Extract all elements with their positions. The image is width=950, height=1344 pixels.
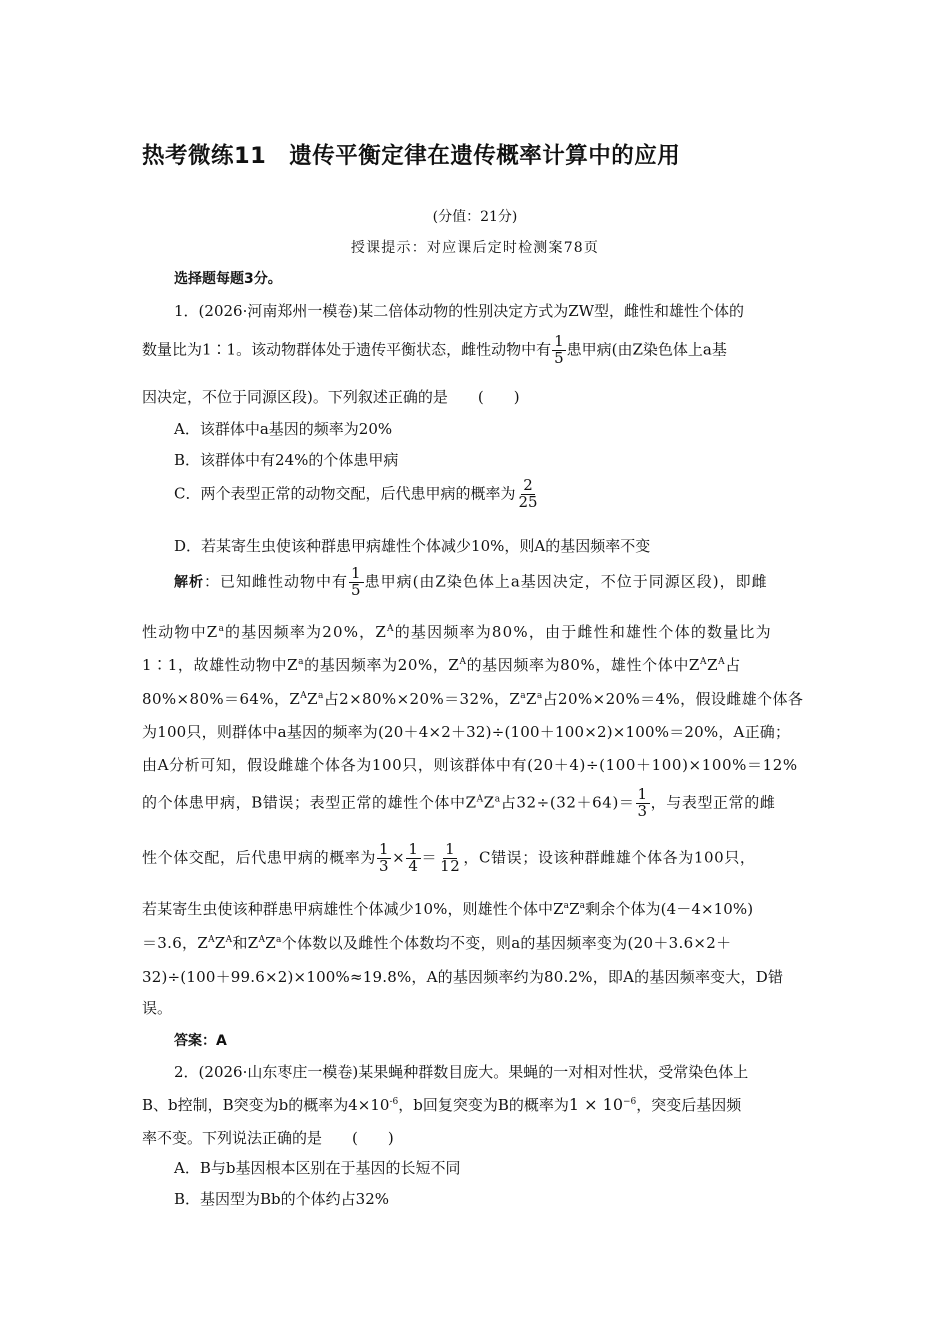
fraction-denominator: 3 (637, 801, 648, 820)
page-title: 热考微练11 遗传平衡定律在遗传概率计算中的应用 (142, 143, 681, 169)
text-segment: ，突变后基因频 (636, 1096, 742, 1114)
superscript: −6 (623, 1097, 637, 1107)
fraction-numerator: 1 (408, 840, 419, 858)
text-segment: 的基因频率为80%，由于雌性和雄性个体的数量比为 (394, 623, 772, 641)
superscript: a (536, 691, 543, 701)
superscript: -6 (389, 1097, 399, 1107)
text-segment: Z (707, 656, 719, 674)
fraction-denominator: 12 (440, 856, 461, 875)
q1-option-c (174, 478, 541, 511)
superscript: A (718, 657, 726, 667)
text-segment: Z (214, 934, 226, 952)
analysis-line-5: 为100只，则群体中a基因的频率为(20＋4×2＋32)÷(100＋100×2)×100%＝20%，A正确； (142, 723, 791, 741)
q1-option-d: D．若某寄生虫使该种群患甲病雄性个体减少10%，则A的基因频率不变 (174, 537, 651, 555)
analysis-line-1 (174, 566, 768, 599)
text-segment: ，C错误；设该种群雌雄个体各为100只， (463, 848, 756, 867)
fraction-numerator: 2 (523, 476, 533, 494)
fraction-1-5 (552, 334, 566, 367)
superscript: A (476, 794, 484, 805)
q1-line-2a: 数量比为1∶1。该动物群体处于遗传平衡状态，雌性动物中有 (142, 340, 552, 359)
analysis-line-7 (142, 787, 775, 820)
fraction-numerator: 1 (445, 840, 456, 858)
fraction-1-4 (406, 842, 420, 875)
analysis-line-6: 由A分析可知，假设雌雄个体各为100只，则该群体中有(20＋4)÷(100＋100)×100%＝12% (142, 756, 798, 774)
analysis-line-12: 误。 (142, 999, 173, 1017)
answer-line: 答案：A (174, 1033, 227, 1049)
teaching-hint: 授课提示：对应课后定时检测案78页 (350, 240, 600, 256)
text-segment: 若某寄生虫使该种群患甲病雄性个体减少10%，则雄性个体中Z (142, 900, 564, 918)
text-segment: 性动物中Z (142, 623, 219, 641)
text-segment: Z (483, 793, 495, 812)
superscript: a (494, 794, 501, 805)
analysis-line-4 (142, 688, 803, 709)
superscript: a (218, 624, 226, 634)
text-segment: ，b回复突变为B的概率为 (398, 1096, 569, 1114)
superscript: a (520, 691, 527, 701)
score-note: (分值：21分) (432, 209, 518, 225)
fraction-1-3 (377, 842, 391, 875)
q1-option-b: B．该群体中有24%的个体患甲病 (174, 451, 399, 469)
times-sign: × (392, 848, 406, 867)
text-segment: Z (265, 934, 277, 952)
analysis-line-11: 32)÷(100＋99.6×2)×100%≈19.8%，A的基因频率约为80.2%，即A的基因频率变大，D错 (142, 968, 784, 986)
fraction-denominator: 4 (408, 856, 419, 875)
equals-sign: ＝ (421, 848, 438, 867)
text-segment: 性个体交配，后代患甲病的概率为 (142, 848, 377, 867)
superscript: A (208, 935, 215, 945)
fraction-1-5 (349, 566, 364, 599)
fraction-1-12 (438, 842, 462, 875)
fraction-numerator: 1 (351, 564, 362, 582)
q1-option-c-text: C．两个表型正常的动物交配，后代患甲病的概率为 (174, 484, 516, 503)
superscript: a (579, 901, 586, 911)
text-segment: 1 × 10 (568, 1095, 623, 1114)
q1-option-a: A．该群体中a基因的频率为20% (174, 420, 393, 438)
fraction-denominator: 5 (554, 348, 564, 367)
text-segment: 1∶1，故雄性动物中Z (142, 656, 299, 674)
analysis-l1b: 患甲病(由Z染色体上a基因决定，不位于同源区段)，即雌 (364, 572, 768, 591)
analysis-line-10 (142, 932, 731, 953)
analysis-line-3 (142, 654, 741, 675)
text-segment: 占 (725, 656, 741, 674)
analysis-l1a: ：已知雌性动物中有 (204, 572, 349, 591)
q2-line-2 (142, 1094, 741, 1115)
superscript: A (225, 935, 233, 945)
text-segment: 剩余个体为(4－4×10%) (585, 900, 754, 918)
q1-line-3: 因决定，不位于同源区段)。下列叙述正确的是 ( ) (142, 388, 520, 406)
analysis-line-9 (142, 898, 753, 919)
text-segment: ＝3.6，Z (142, 934, 209, 952)
superscript: a (276, 935, 282, 945)
text-segment: 占2×80%×20%＝32%，Z (323, 690, 521, 708)
fraction-denominator: 25 (518, 492, 538, 511)
text-segment: 占20%×20%＝4%，假设雌雄个体各 (542, 690, 804, 708)
fraction-2-25 (516, 478, 539, 511)
q2-line-1: 2．(2026·山东枣庄一模卷)某果蝇种群数目庞大。果蝇的一对相对性状，受常染色体上 (174, 1063, 749, 1081)
text-segment: 的个体患甲病，B错误；表型正常的雄性个体中Z (142, 793, 477, 812)
superscript: A (459, 657, 467, 667)
analysis-label: 解析 (174, 574, 204, 591)
section-heading: 选择题每题3分。 (174, 271, 282, 287)
superscript: A (300, 691, 308, 701)
superscript: a (317, 691, 324, 701)
text-segment: 的基因频率为20%，Z (304, 656, 460, 674)
superscript: A (699, 657, 708, 667)
q1-line-1: 1．(2026·河南郑州一模卷)某二倍体动物的性别决定方式为ZW型，雌性和雄性个体的 (174, 302, 745, 320)
text-segment: 80%×80%＝64%，Z (142, 690, 301, 708)
q2-option-a: A．B与b基因根本区别在于基因的长短不同 (174, 1159, 461, 1177)
fraction-1-3 (636, 787, 650, 820)
text-segment: 的基因频率为20%，Z (225, 623, 387, 641)
text-segment: B、b控制，B突变为b的概率为4×10 (142, 1096, 390, 1114)
q2-option-b: B．基因型为Bb的个体约占32% (174, 1190, 389, 1208)
text-segment: 的基因频率为80%，雄性个体中Z (466, 656, 700, 674)
text-segment: ，与表型正常的雌 (650, 793, 776, 812)
fraction-denominator: 3 (379, 856, 390, 875)
text-segment: 占32÷(32＋64)＝ (500, 793, 635, 812)
text-segment: 和Z (232, 934, 259, 952)
analysis-line-2 (142, 621, 772, 642)
fraction-numerator: 1 (379, 840, 390, 858)
text-segment: Z (569, 900, 580, 918)
q1-line-2 (142, 334, 727, 367)
analysis-line-8 (142, 842, 756, 875)
fraction-numerator: 1 (554, 332, 564, 350)
text-segment: 个体数以及雌性个体数均不变，则a的基因频率变为(20＋3.6×2＋ (281, 934, 732, 952)
q2-line-3: 率不变。下列说法正确的是 ( ) (142, 1129, 394, 1147)
q1-line-2b: 患甲病(由Z染色体上a基 (566, 340, 727, 359)
fraction-numerator: 1 (637, 785, 648, 803)
superscript: A (386, 624, 395, 634)
text-segment: Z (307, 690, 318, 708)
fraction-denominator: 5 (351, 580, 362, 599)
superscript: A (258, 935, 266, 945)
text-segment: Z (526, 690, 537, 708)
superscript: a (298, 657, 305, 667)
superscript: a (563, 901, 570, 911)
